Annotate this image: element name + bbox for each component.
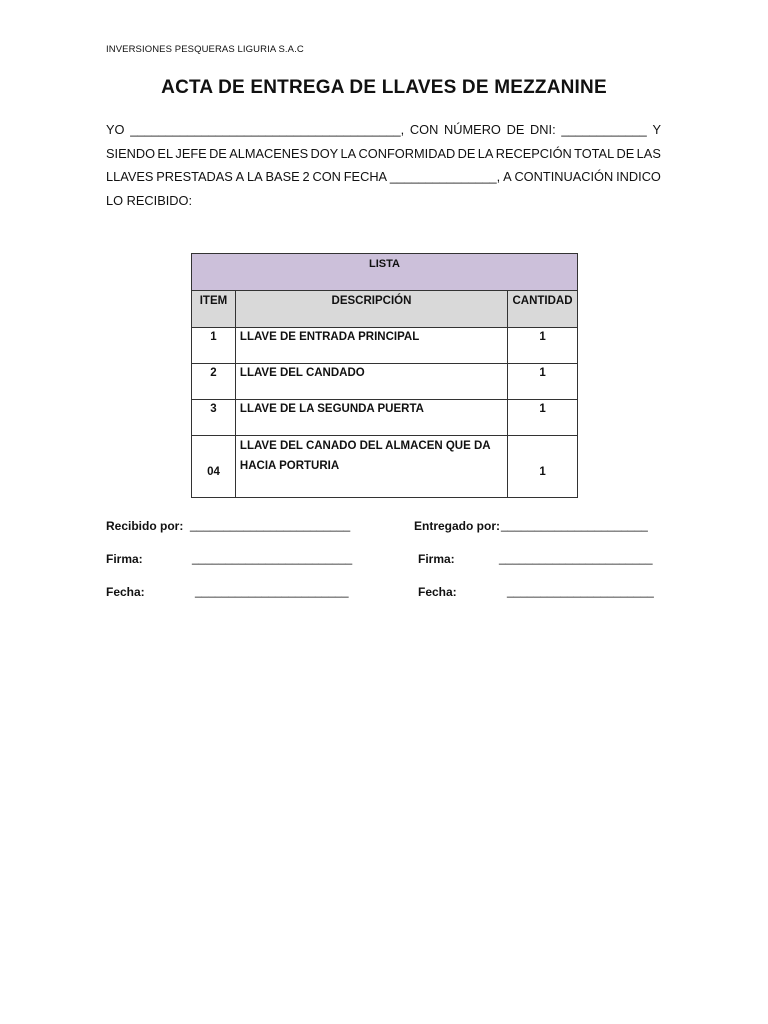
header-item: ITEM <box>192 291 236 328</box>
company-name: INVERSIONES PESQUERAS LIGURIA S.A.C <box>106 44 304 55</box>
paragraph-word: CON <box>409 122 439 137</box>
paragraph-word: DNI: <box>530 122 556 137</box>
paragraph-word: INDICO <box>616 169 661 184</box>
paragraph-word: LA <box>477 145 494 161</box>
paragraph-word: LLAVES <box>106 169 154 184</box>
dni-blank: ____________ <box>561 122 647 137</box>
paragraph-word: EL <box>157 145 174 161</box>
description-line: HACIA PORTURIA <box>239 460 340 472</box>
left-date-label: Fecha: <box>106 585 145 599</box>
table-row <box>192 328 578 364</box>
delivered-by-line: ______________________ <box>501 518 648 532</box>
paragraph-word: LAS <box>636 145 661 161</box>
right-signature-label: Firma: <box>418 552 455 566</box>
paragraph-line-3 <box>106 165 661 189</box>
cell-quantity: 1 <box>508 400 578 436</box>
header-description: DESCRIPCIÓN <box>235 291 507 328</box>
left-signature-label: Firma: <box>106 552 143 566</box>
table-row <box>192 436 578 498</box>
paragraph-word: RECEPCIÓN <box>495 145 572 161</box>
cell-description: LLAVE DE ENTRADA PRINCIPAL <box>235 328 507 364</box>
cell-item: 04 <box>192 436 236 498</box>
paragraph-word: Y <box>652 122 661 137</box>
paragraph-word: TOTAL <box>574 145 615 161</box>
paragraph-line-2 <box>106 142 661 166</box>
paragraph-line-1 <box>106 118 661 142</box>
document-title: ACTA DE ENTREGA DE LLAVES DE MEZZANINE <box>161 77 607 98</box>
paragraph-word: 2 <box>302 169 310 184</box>
received-by-line: ________________________ <box>190 518 351 532</box>
paragraph-word: JEFE <box>175 145 207 161</box>
cell-description: LLAVE DEL CANDADO <box>235 364 507 400</box>
paragraph-word: SIENDO <box>106 145 156 161</box>
paragraph-word: YO <box>106 122 125 137</box>
left-signature-line: ________________________ <box>192 551 353 565</box>
body-paragraph <box>106 118 661 212</box>
paragraph-word: DE <box>457 145 476 161</box>
cell-quantity: 1 <box>508 364 578 400</box>
cell-item: 1 <box>192 328 236 364</box>
table-caption-row <box>192 254 578 291</box>
description-line: LLAVE DEL CANADO DEL ALMACEN QUE DA <box>239 440 491 452</box>
cell-quantity: 1 <box>508 328 578 364</box>
cell-description <box>235 436 507 498</box>
left-date-line: _______________________ <box>195 584 349 598</box>
paragraph-line-4: LO RECIBIDO: <box>106 192 193 208</box>
right-signature-line: _______________________ <box>499 551 653 565</box>
paragraph-word: PRESTADAS <box>156 169 233 184</box>
delivered-by-label: Entregado por: <box>414 519 500 533</box>
paragraph-word: BASE <box>265 169 300 184</box>
cell-item: 3 <box>192 400 236 436</box>
paragraph-word: CON <box>312 169 341 184</box>
paragraph-word: CONFORMIDAD <box>358 145 456 161</box>
table-row <box>192 400 578 436</box>
received-by-label: Recibido por: <box>106 519 184 533</box>
name-blank: ______________________________________, <box>130 122 405 137</box>
paragraph-word: A <box>235 169 245 184</box>
paragraph-word: LA <box>247 169 263 184</box>
paragraph-word: CONTINUACIÓN <box>514 169 614 184</box>
right-date-line: ______________________ <box>507 584 654 598</box>
paragraph-word: NÚMERO <box>444 122 501 137</box>
paragraph-word: ALMACENES <box>229 145 309 161</box>
paragraph-word: DE <box>506 122 525 137</box>
date-blank: _______________, <box>389 169 501 184</box>
table-header-row <box>192 291 578 328</box>
paragraph-word: DE <box>616 145 635 161</box>
right-date-label: Fecha: <box>418 585 457 599</box>
cell-quantity: 1 <box>508 436 578 498</box>
cell-item: 2 <box>192 364 236 400</box>
paragraph-word: FECHA <box>343 169 388 184</box>
table-caption: LISTA <box>192 254 578 291</box>
paragraph-word: DOY <box>310 145 339 161</box>
table-row <box>192 364 578 400</box>
paragraph-word: A <box>503 169 512 184</box>
cell-description: LLAVE DE LA SEGUNDA PUERTA <box>235 400 507 436</box>
paragraph-word: DE <box>209 145 227 161</box>
keys-list-table <box>191 253 578 498</box>
paragraph-word: LA <box>340 145 357 161</box>
header-quantity: CANTIDAD <box>508 291 578 328</box>
